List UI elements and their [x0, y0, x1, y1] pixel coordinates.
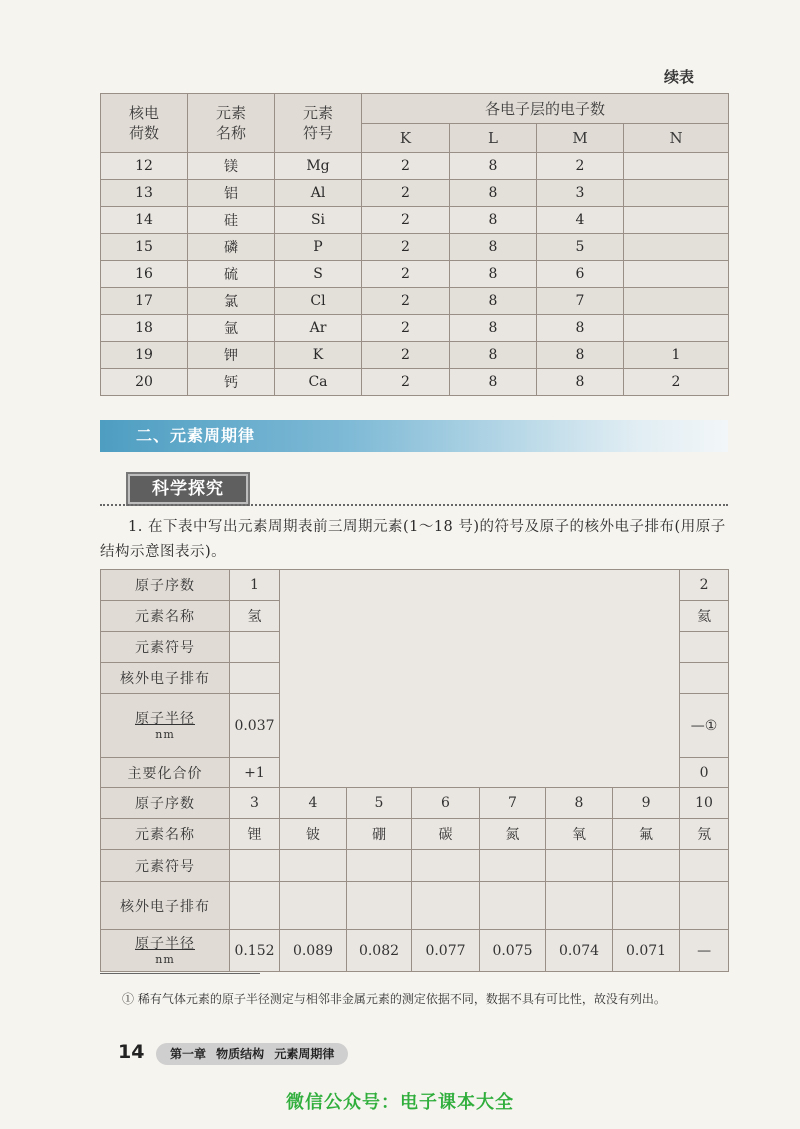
table-cell: 镁 — [188, 153, 275, 180]
p2-radius-cell: 0.071 — [613, 930, 680, 972]
table-cell: 8 — [450, 315, 537, 342]
p2-number-cell: 10 — [680, 788, 729, 819]
label-element-name-p1: 元素名称 — [101, 601, 230, 632]
p2-radius-cell: 0.082 — [347, 930, 412, 972]
p2-config-cell[interactable] — [412, 882, 480, 930]
footnote: ① 稀有气体元素的原子半径测定与相邻非金属元素的测定依据不同，数据不具有可比性，故没有列出。 — [122, 992, 666, 1006]
p2-name-cell: 铍 — [280, 819, 347, 850]
p2-number-cell: 3 — [230, 788, 280, 819]
table-row — [101, 342, 729, 369]
table-cell: 2 — [362, 342, 450, 369]
p2-config-cell[interactable] — [280, 882, 347, 930]
p2-symbol-cell[interactable] — [680, 850, 729, 882]
table-cell: 2 — [537, 153, 624, 180]
table-row — [101, 153, 729, 180]
table-cell: Cl — [275, 288, 362, 315]
table-cell: 8 — [450, 234, 537, 261]
table-cell: 8 — [537, 369, 624, 396]
table-cell: 20 — [101, 369, 188, 396]
p2-name-cell: 氖 — [680, 819, 729, 850]
he-number: 2 — [680, 570, 729, 601]
table-cell: 2 — [362, 180, 450, 207]
label-atomic-number-p1: 原子序数 — [101, 570, 230, 601]
he-radius: —① — [680, 694, 729, 758]
table-cell: 19 — [101, 342, 188, 369]
table-cell: Mg — [275, 153, 362, 180]
table-cell: 1 — [624, 342, 729, 369]
p2-symbol-cell[interactable] — [546, 850, 613, 882]
table-cell — [624, 261, 729, 288]
table-row — [101, 180, 729, 207]
table-cell: S — [275, 261, 362, 288]
table-cell: 4 — [537, 207, 624, 234]
p2-radius-cell: — — [680, 930, 729, 972]
table-row — [101, 207, 729, 234]
p2-name-cell: 氮 — [480, 819, 546, 850]
table-cell: 16 — [101, 261, 188, 288]
header-symbol: 元素符号 — [275, 94, 362, 153]
p2-symbol-cell[interactable] — [613, 850, 680, 882]
table-cell: 17 — [101, 288, 188, 315]
p2-config-cell[interactable] — [613, 882, 680, 930]
watermark: 微信公众号：电子课本大全 — [286, 1092, 514, 1113]
p2-number-cell: 4 — [280, 788, 347, 819]
table-cell: Ca — [275, 369, 362, 396]
p2-name-cell: 碳 — [412, 819, 480, 850]
header-shells: 各电子层的电子数 — [362, 94, 729, 124]
table-cell: 18 — [101, 315, 188, 342]
table-cell: 8 — [450, 153, 537, 180]
chapter-label: 第一章 物质结构 元素周期律 — [156, 1043, 348, 1065]
h-radius: 0.037 — [230, 694, 280, 758]
p2-radius-cell: 0.074 — [546, 930, 613, 972]
p2-symbol-cell[interactable] — [412, 850, 480, 882]
table-cell: P — [275, 234, 362, 261]
he-symbol-cell[interactable] — [680, 632, 729, 663]
table-row — [101, 261, 729, 288]
question-text: 1. 在下表中写出元素周期表前三周期元素(1～18 号)的符号及原子的核外电子排布(用原子结构示意图表示)。 — [100, 519, 726, 560]
label-valence: 主要化合价 — [101, 758, 230, 788]
table-cell: K — [275, 342, 362, 369]
dotted-divider — [100, 504, 728, 506]
table-cell: 8 — [450, 342, 537, 369]
label-atomic-number-p2: 原子序数 — [101, 788, 230, 819]
h-number: 1 — [230, 570, 280, 601]
table-cell: 2 — [362, 234, 450, 261]
p2-number-cell: 7 — [480, 788, 546, 819]
table-cell: Al — [275, 180, 362, 207]
label-electron-config-p2: 核外电子排布 — [101, 882, 230, 930]
header-k: K — [362, 124, 450, 153]
he-valence: 0 — [680, 758, 729, 788]
p2-number-cell: 8 — [546, 788, 613, 819]
table-cell: 钾 — [188, 342, 275, 369]
label-atomic-radius-p2: 原子半径 nm — [101, 930, 230, 972]
header-charge: 核电荷数 — [101, 94, 188, 153]
table-cell: Ar — [275, 315, 362, 342]
p2-radius-cell: 0.152 — [230, 930, 280, 972]
he-config-cell[interactable] — [680, 663, 729, 694]
p2-name-cell: 锂 — [230, 819, 280, 850]
p2-name-cell: 氟 — [613, 819, 680, 850]
table-cell: 磷 — [188, 234, 275, 261]
table-cell: 8 — [450, 207, 537, 234]
p2-number-cell: 5 — [347, 788, 412, 819]
electron-shell-table — [100, 93, 729, 396]
header-name: 元素名称 — [188, 94, 275, 153]
table-cell: 12 — [101, 153, 188, 180]
table-cell: 3 — [537, 180, 624, 207]
h-valence: +1 — [230, 758, 280, 788]
table-cell: 2 — [362, 369, 450, 396]
he-name: 氦 — [680, 601, 729, 632]
table-cell: 5 — [537, 234, 624, 261]
p2-symbol-cell[interactable] — [480, 850, 546, 882]
p2-radius-cell: 0.089 — [280, 930, 347, 972]
label-electron-config-p1: 核外电子排布 — [101, 663, 230, 694]
table-cell: 2 — [624, 369, 729, 396]
table-cell: 钙 — [188, 369, 275, 396]
p2-config-cell[interactable] — [347, 882, 412, 930]
table-cell: 2 — [362, 153, 450, 180]
page-number: 14 — [118, 1041, 145, 1063]
p2-config-cell[interactable] — [480, 882, 546, 930]
table-cell: 13 — [101, 180, 188, 207]
p2-config-cell[interactable] — [680, 882, 729, 930]
table-cell: 8 — [450, 180, 537, 207]
continued-label: 续表 — [663, 68, 694, 86]
p2-symbol-cell[interactable] — [347, 850, 412, 882]
p2-config-cell[interactable] — [230, 882, 280, 930]
section-title: 二、元素周期律 — [100, 420, 728, 452]
table-cell: 氩 — [188, 315, 275, 342]
table-cell: 2 — [362, 261, 450, 288]
table-cell: 15 — [101, 234, 188, 261]
table-cell — [624, 288, 729, 315]
h-name: 氢 — [230, 601, 280, 632]
table-cell: 8 — [450, 288, 537, 315]
table-cell: 氯 — [188, 288, 275, 315]
table-cell: 2 — [362, 207, 450, 234]
table-cell — [624, 180, 729, 207]
table-row — [101, 315, 729, 342]
table-row — [101, 234, 729, 261]
table-cell: 8 — [450, 261, 537, 288]
p2-number-cell: 6 — [412, 788, 480, 819]
p2-config-cell[interactable] — [546, 882, 613, 930]
p2-symbol-cell[interactable] — [230, 850, 280, 882]
p2-radius-cell: 0.075 — [480, 930, 546, 972]
label-element-symbol-p1: 元素符号 — [101, 632, 230, 663]
table-cell — [624, 207, 729, 234]
table-cell: 14 — [101, 207, 188, 234]
table-row — [101, 369, 729, 396]
h-config-cell[interactable] — [230, 663, 280, 694]
p2-radius-cell: 0.077 — [412, 930, 480, 972]
p2-name-cell: 氧 — [546, 819, 613, 850]
table-cell: 硫 — [188, 261, 275, 288]
table-cell: 8 — [537, 315, 624, 342]
table-cell: 7 — [537, 288, 624, 315]
periodic-worksheet-table — [100, 569, 729, 972]
header-l: L — [450, 124, 537, 153]
p2-number-cell: 9 — [613, 788, 680, 819]
table-cell: 铝 — [188, 180, 275, 207]
table-cell: 2 — [362, 288, 450, 315]
table-cell: 硅 — [188, 207, 275, 234]
table-cell: 8 — [537, 342, 624, 369]
p2-name-cell: 硼 — [347, 819, 412, 850]
footnote-rule — [100, 973, 260, 974]
table-cell: Si — [275, 207, 362, 234]
label-atomic-radius-p1: 原子半径 nm — [101, 694, 230, 758]
table-cell — [624, 315, 729, 342]
science-explore-badge: 科学探究 — [128, 474, 248, 504]
table-cell: 8 — [450, 369, 537, 396]
table-cell: 6 — [537, 261, 624, 288]
label-element-symbol-p2: 元素符号 — [101, 850, 230, 882]
period1-blank-area — [280, 570, 680, 788]
header-n: N — [624, 124, 729, 153]
label-element-name-p2: 元素名称 — [101, 819, 230, 850]
header-m: M — [537, 124, 624, 153]
table-row — [101, 288, 729, 315]
table-cell — [624, 234, 729, 261]
table-cell: 2 — [362, 315, 450, 342]
table-cell — [624, 153, 729, 180]
p2-symbol-cell[interactable] — [280, 850, 347, 882]
h-symbol-cell[interactable] — [230, 632, 280, 663]
